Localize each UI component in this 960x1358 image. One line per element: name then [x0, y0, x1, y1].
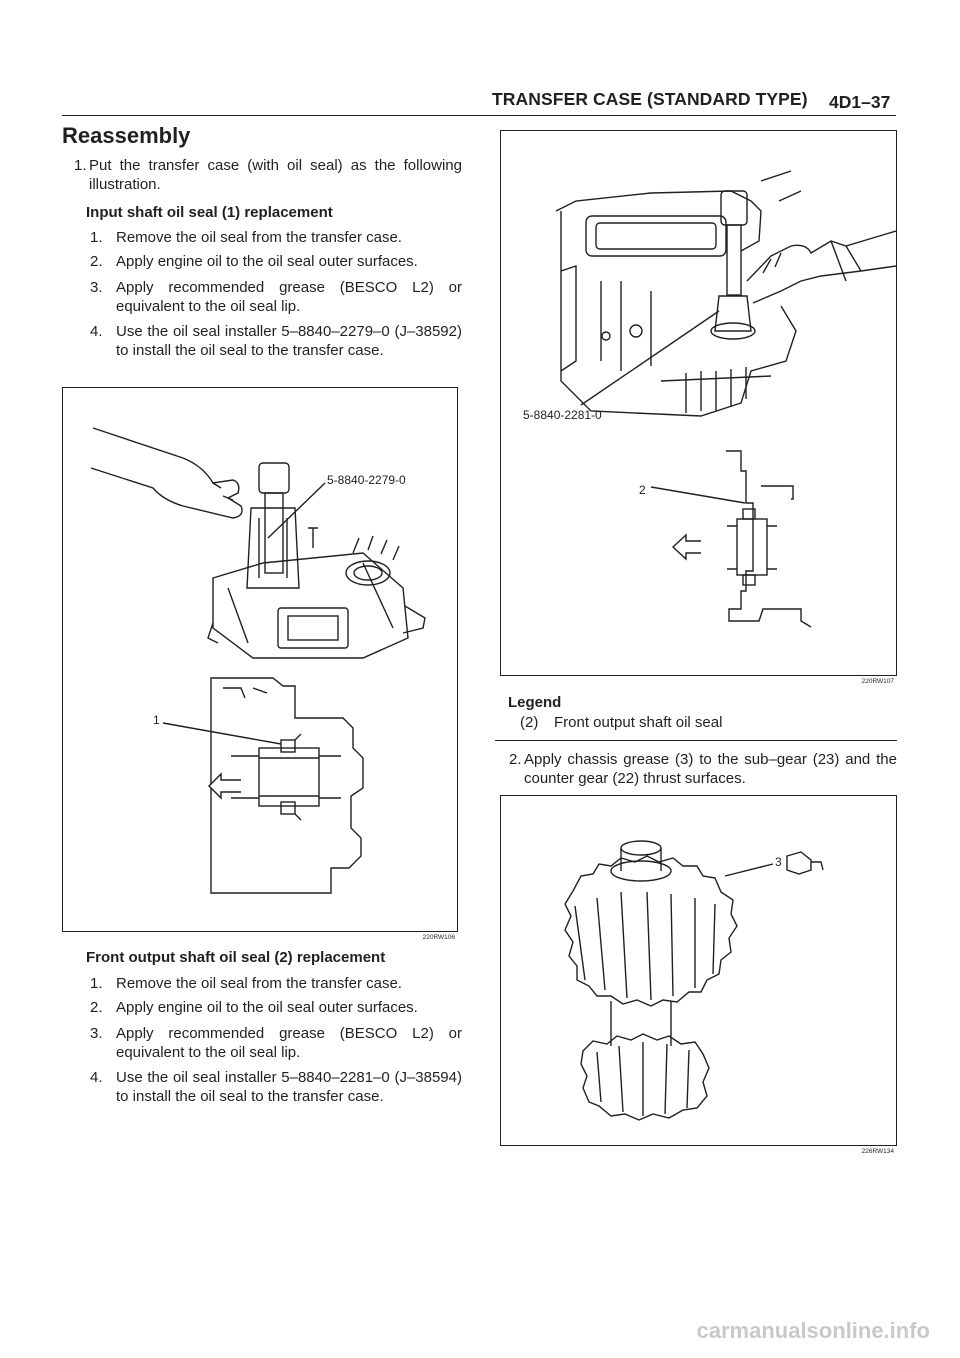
- input-seal-item-3-num: 3.: [90, 279, 103, 296]
- header-rule: [62, 115, 896, 116]
- front-seal-item-3-text: Apply recommended grease (BESCO L2) or equivalent to the oil seal lip.: [116, 1025, 462, 1061]
- step-1-text: Put the transfer case (with oil seal) as the following illustration.: [89, 157, 462, 193]
- page-number: 4D1–37: [829, 92, 891, 112]
- legend-item-num: (2): [520, 714, 539, 731]
- front-seal-item-3-num: 3.: [90, 1025, 103, 1042]
- figure-gear-grease: [500, 795, 897, 1155]
- header-section-title: TRANSFER CASE (STANDARD TYPE): [492, 89, 808, 109]
- input-seal-item-4-num: 4.: [90, 323, 103, 340]
- step-2-text: Apply chassis grease (3) to the sub–gear (23) and the counter gear (22) thrust surfaces.: [524, 751, 897, 787]
- front-seal-item-1-num: 1.: [90, 975, 103, 992]
- input-seal-heading: Input shaft oil seal (1) replacement: [86, 204, 333, 221]
- input-seal-item-4-text: Use the oil seal installer 5–8840–2279–0 (J–38592) to install the oil seal to the transfer case.: [116, 323, 462, 359]
- input-seal-item-3-text: Apply recommended grease (BESCO L2) or equivalent to the oil seal lip.: [116, 279, 462, 315]
- input-seal-item-2-text: Apply engine oil to the oil seal outer surfaces.: [116, 253, 418, 270]
- figure-front-seal-installation: [500, 130, 897, 685]
- front-seal-item-1-text: Remove the oil seal from the transfer case.: [116, 975, 402, 992]
- input-seal-item-1-text: Remove the oil seal from the transfer case.: [116, 229, 402, 246]
- input-seal-item-2-num: 2.: [90, 253, 103, 270]
- section-title: Reassembly: [62, 123, 191, 148]
- front-seal-item-2-text: Apply engine oil to the oil seal outer surfaces.: [116, 999, 418, 1016]
- legend-rule: [495, 740, 897, 741]
- front-seal-item-4-num: 4.: [90, 1069, 103, 1086]
- legend-item-text: Front output shaft oil seal: [554, 714, 723, 731]
- front-seal-item-4-text: Use the oil seal installer 5–8840–2281–0 (J–38594) to install the oil seal to the transfer case.: [116, 1069, 462, 1105]
- figure-2-tool-label: 5-8840-2281-0: [523, 408, 602, 422]
- figure-1-illustration: [63, 388, 457, 931]
- legend-heading: Legend: [508, 694, 562, 711]
- figure-2-illustration: [501, 131, 896, 675]
- watermark: carmanualsonline.info: [696, 1318, 930, 1343]
- figure-3-code: 226RW134: [861, 1148, 894, 1155]
- figure-2-code: 220RW107: [861, 678, 894, 685]
- step-2-number: 2.: [509, 751, 522, 768]
- figure-1-code: 220RW106: [422, 934, 455, 941]
- figure-3-callout: 3: [775, 855, 782, 869]
- figure-input-seal-installation: [62, 387, 458, 941]
- figure-2-callout: 2: [639, 483, 646, 497]
- figure-1-callout: 1: [153, 713, 160, 727]
- input-seal-item-1-num: 1.: [90, 229, 103, 246]
- front-seal-item-2-num: 2.: [90, 999, 103, 1016]
- step-1-number: 1.: [74, 157, 87, 174]
- front-seal-heading: Front output shaft oil seal (2) replacement: [86, 949, 386, 966]
- figure-3-illustration: [501, 796, 896, 1145]
- figure-1-tool-label: 5-8840-2279-0: [327, 473, 406, 487]
